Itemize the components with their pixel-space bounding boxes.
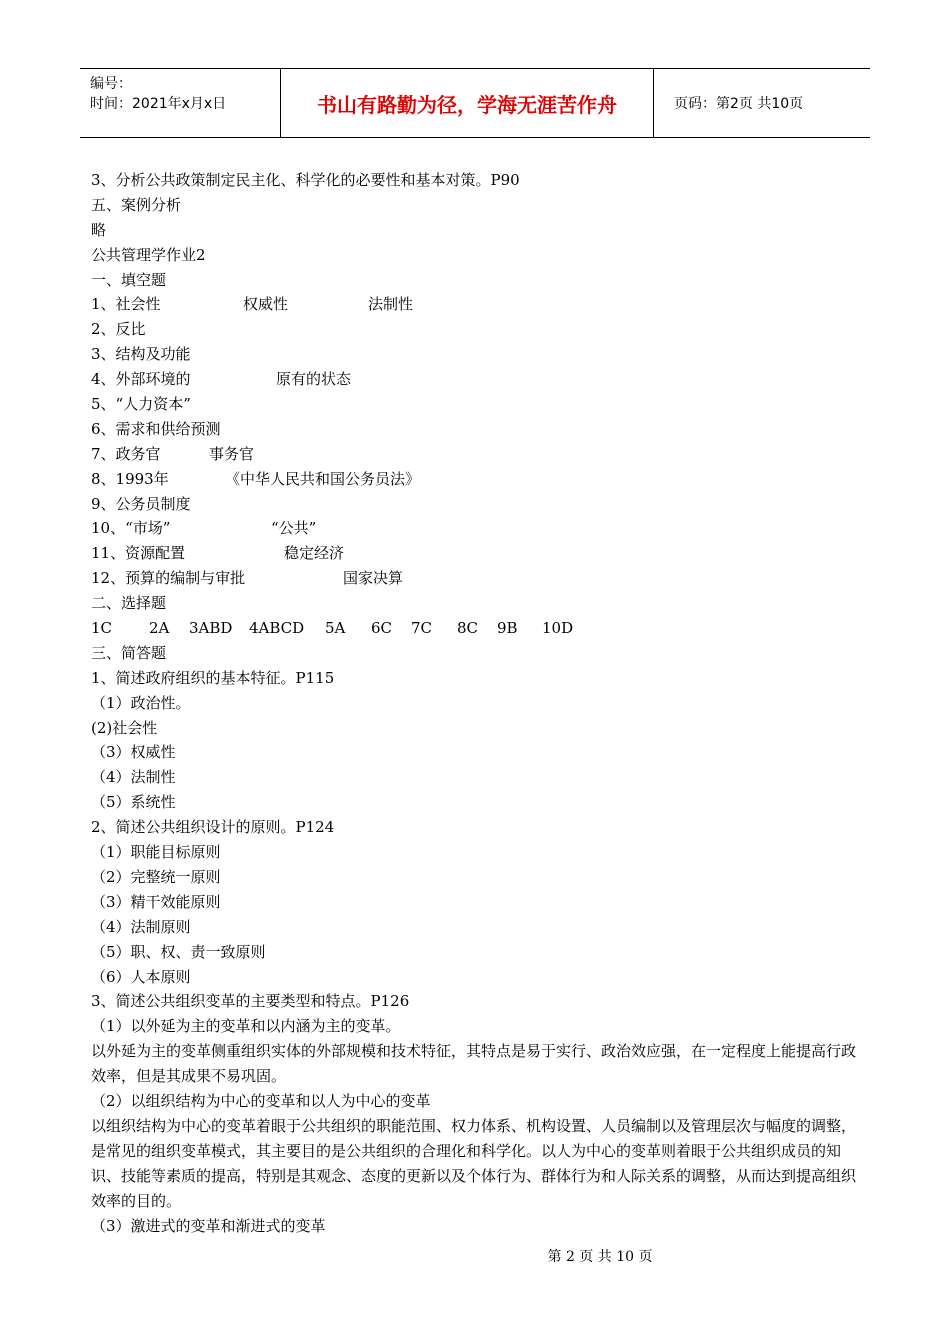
choice-answers: 1C 2A 3ABD 4ABCD 5A 6C 7C 8C 9B 10D xyxy=(91,619,574,638)
page-footer: 第 2 页 共 10 页 xyxy=(547,1249,653,1265)
header-page-info xyxy=(664,69,870,137)
answer-item: （3）精干效能原则 xyxy=(91,892,221,911)
section-heading: 一、填空题 xyxy=(91,270,167,289)
question: 3、简述公共组织变革的主要类型和特点。P126 xyxy=(91,992,410,1011)
paragraph: 以组织结构为中心的变革着眼于公共组织的职能范围、权力体系、机构设置、人员编制以及管理层次与幅度的调整，是常见的组织变革模式，其主要目的是公共组织的合理化和科学化。以人为中心的变革则着眼于公共组织成员的知识、技能等素质的提高，特别是其观念、态度的更新以及个体行为、群体行为和人际关系的调整，从而达到提高组织效率的目的。 xyxy=(91,1116,857,1210)
document-body xyxy=(91,168,863,1238)
answer-item: (2)社会性 xyxy=(91,718,158,737)
answer-item: （4）法制原则 xyxy=(91,917,191,936)
fill-item: 5、“人力资本” xyxy=(91,395,191,414)
paragraph: 以外延为主的变革侧重组织实体的外部规模和技术特征，其特点是易于实行、政治效应强，在一定程度上能提高行政效率，但是其成果不易巩固。 xyxy=(91,1042,857,1086)
fill-item: 2、反比 xyxy=(91,320,146,339)
fill-item: 10、“市场” “公共” xyxy=(91,519,317,538)
header-meta xyxy=(80,69,281,137)
header-motto: 书山有路勤为径，学海无涯苦作舟 xyxy=(281,69,654,137)
answer-item: （3）权威性 xyxy=(91,743,176,762)
fill-item: 12、预算的编制与审批 国家决算 xyxy=(91,569,404,588)
number-label: 编号： xyxy=(90,76,132,92)
section-heading: 五、案例分析 xyxy=(91,195,182,214)
question: 1、简述政府组织的基本特征。P115 xyxy=(91,668,335,687)
section-heading: 三、简答题 xyxy=(91,643,167,662)
answer-item: （2）完整统一原则 xyxy=(91,867,221,886)
answer-item: （5）职、权、责一致原则 xyxy=(91,942,266,961)
answer-item: （3）激进式的变革和渐进式的变革 xyxy=(91,1216,326,1235)
page-header xyxy=(80,68,870,138)
answer-item: （6）人本原则 xyxy=(91,967,191,986)
fill-item: 3、结构及功能 xyxy=(91,345,191,364)
question: 2、简述公共组织设计的原则。P124 xyxy=(91,818,335,837)
assignment-title: 公共管理学作业2 xyxy=(91,245,206,264)
line: 3、分析公共政策制定民主化、科学化的必要性和基本对策。P90 xyxy=(91,171,520,189)
fill-item: 11、资源配置 稳定经济 xyxy=(91,544,345,563)
fill-item: 8、1993年 《中华人民共和国公务员法》 xyxy=(91,469,421,488)
page-info-text: 页码：第2页 共10页 xyxy=(674,96,804,112)
time-label: 时间：2021年x月x日 xyxy=(90,96,227,112)
fill-item: 9、公务员制度 xyxy=(91,494,191,513)
line: 略 xyxy=(91,220,107,239)
fill-item: 6、需求和供给预测 xyxy=(91,419,221,438)
answer-item: （1）职能目标原则 xyxy=(91,843,221,862)
answer-item: （4）法制性 xyxy=(91,768,176,787)
answer-item: （1）以外延为主的变革和以内涵为主的变革。 xyxy=(91,1017,401,1036)
fill-item: 4、外部环境的 原有的状态 xyxy=(91,370,352,389)
answer-item: （1）政治性。 xyxy=(91,693,191,712)
fill-item: 1、社会性 权威性 法制性 xyxy=(91,295,414,314)
section-heading: 二、选择题 xyxy=(91,594,167,613)
answer-item: （2）以组织结构为中心的变革和以人为中心的变革 xyxy=(91,1091,431,1110)
fill-item: 7、政务官 事务官 xyxy=(91,444,255,463)
answer-item: （5）系统性 xyxy=(91,793,176,812)
